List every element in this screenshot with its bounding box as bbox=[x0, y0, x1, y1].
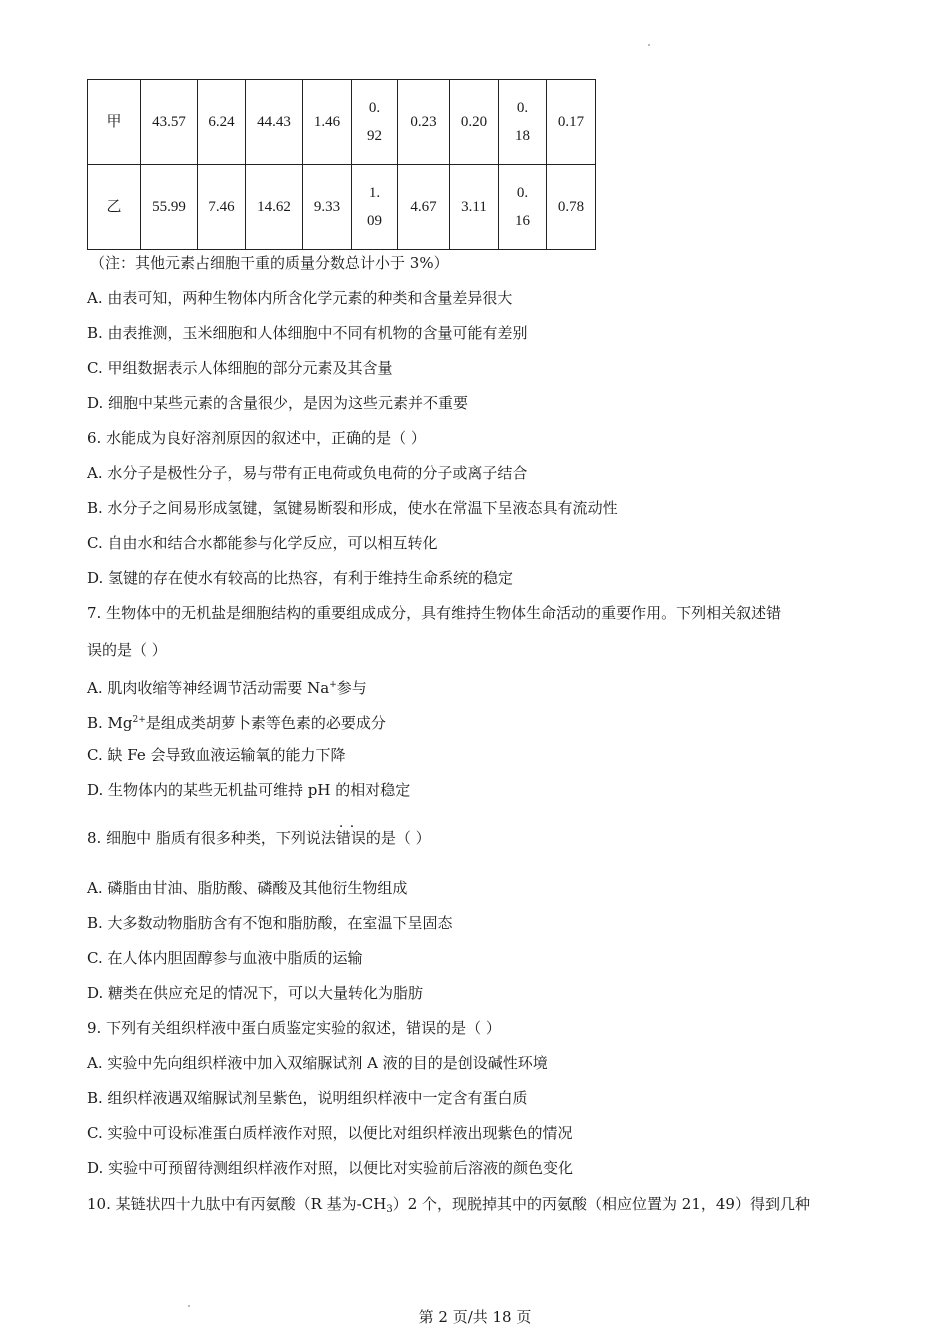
table-cell-text: 0.16 bbox=[515, 185, 530, 229]
q8-option-b: B. 大多数动物脂肪含有不饱和脂肪酸，在室温下呈固态 bbox=[87, 914, 453, 932]
row-label: 乙 bbox=[88, 165, 141, 250]
q5-option-a: A. 由表可知，两种生物体内所含化学元素的种类和含量差异很大 bbox=[87, 289, 513, 307]
table-cell: 4.67 bbox=[398, 165, 450, 250]
q6-stem: 6. 水能成为良好溶剂原因的叙述中，正确的是（ ） bbox=[87, 429, 426, 447]
q7-option-c: C. 缺 Fe 会导致血液运输氧的能力下降 bbox=[87, 746, 346, 764]
table-cell bbox=[352, 165, 398, 250]
q8-stem-tail: 的是（ ） bbox=[365, 829, 431, 847]
table-cell bbox=[499, 80, 547, 165]
q8-stem-text: 8. 细胞中 脂质有很多种类，下列说法 bbox=[87, 829, 336, 847]
q7-option-b bbox=[87, 710, 386, 733]
scan-speck bbox=[188, 1305, 190, 1307]
q6-option-c: C. 自由水和结合水都能参与化学反应，可以相互转化 bbox=[87, 534, 438, 552]
q7-b-superscript: 2+ bbox=[132, 715, 146, 725]
table-cell bbox=[499, 165, 547, 250]
q7-a-superscript: + bbox=[329, 680, 337, 690]
q7-a-tail: 参与 bbox=[336, 679, 367, 697]
table-cell: 3.11 bbox=[450, 165, 499, 250]
table-cell: 6.24 bbox=[198, 80, 246, 165]
element-content-table bbox=[87, 79, 596, 250]
table-cell-text: 1.09 bbox=[367, 185, 382, 229]
q8-stem bbox=[87, 828, 431, 848]
table-cell: 7.46 bbox=[198, 165, 246, 250]
table-cell: 0.78 bbox=[547, 165, 596, 250]
table-cell: 0.20 bbox=[450, 80, 499, 165]
table-cell: 0.17 bbox=[547, 80, 596, 165]
q7-stem-line2: 误的是（ ） bbox=[87, 641, 167, 659]
table-row bbox=[88, 165, 596, 250]
table-cell: 0.23 bbox=[398, 80, 450, 165]
q10-stem-tail: ）2 个，现脱掉其中的丙氨酸（相应位置为 21，49）得到几种 bbox=[392, 1195, 810, 1213]
page-footer: 第 2 页/共 18 页 bbox=[418, 1308, 532, 1326]
table-cell-text: 0.18 bbox=[515, 100, 530, 144]
table-cell: 1.46 bbox=[303, 80, 352, 165]
q7-b-text: B. Mg bbox=[87, 714, 133, 732]
q6-option-a: A. 水分子是极性分子，易与带有正电荷或负电荷的分子或离子结合 bbox=[87, 464, 528, 482]
table-cell: 14.62 bbox=[246, 165, 303, 250]
q5-option-c: C. 甲组数据表示人体细胞的部分元素及其含量 bbox=[87, 359, 393, 377]
table-row bbox=[88, 80, 596, 165]
table-cell-text: 0.92 bbox=[367, 100, 382, 144]
table-cell bbox=[352, 80, 398, 165]
q7-option-a bbox=[87, 675, 367, 698]
scan-speck bbox=[648, 44, 650, 46]
q8-option-c: C. 在人体内胆固醇参与血液中脂质的运输 bbox=[87, 949, 363, 967]
table-cell: 44.43 bbox=[246, 80, 303, 165]
q10-subscript: 3 bbox=[386, 1204, 393, 1215]
q7-a-text: A. 肌肉收缩等神经调节活动需要 Na bbox=[87, 679, 330, 697]
q5-option-b: B. 由表推测，玉米细胞和人体细胞中不同有机物的含量可能有差别 bbox=[87, 324, 528, 342]
table-cell: 55.99 bbox=[141, 165, 198, 250]
q9-option-c: C. 实验中可设标准蛋白质样液作对照，以便比对组织样液出现紫色的情况 bbox=[87, 1124, 573, 1142]
q9-stem: 9. 下列有关组织样液中蛋白质鉴定实验的叙述，错误的是（ ） bbox=[87, 1019, 501, 1037]
q9-option-b: B. 组织样液遇双缩脲试剂呈紫色，说明组织样液中一定含有蛋白质 bbox=[87, 1089, 528, 1107]
q10-stem bbox=[87, 1194, 810, 1220]
q7-stem-line1: 7. 生物体中的无机盐是细胞结构的重要组成成分，具有维持生物体生命活动的重要作用。下列相关叙述错 bbox=[87, 604, 782, 622]
table-cell: 43.57 bbox=[141, 80, 198, 165]
q8-emphasis: · · 错误 bbox=[336, 829, 366, 847]
q10-stem-text: 10. 某链状四十九肽中有丙氨酸（R 基为-CH bbox=[87, 1195, 387, 1213]
q9-option-a: A. 实验中先向组织样液中加入双缩脲试剂 A 液的目的是创设碱性环境 bbox=[87, 1054, 548, 1072]
q6-option-b: B. 水分子之间易形成氢键，氢键易断裂和形成，使水在常温下呈液态具有流动性 bbox=[87, 499, 618, 517]
q8-option-d: D. 糖类在供应充足的情况下，可以大量转化为脂肪 bbox=[87, 984, 424, 1002]
row-label: 甲 bbox=[88, 80, 141, 165]
q7-option-d: D. 生物体内的某些无机盐可维持 pH 的相对稳定 bbox=[87, 781, 411, 799]
q9-option-d: D. 实验中可预留待测组织样液作对照，以便比对实验前后溶液的颜色变化 bbox=[87, 1159, 574, 1177]
table-note: （注：其他元素占细胞干重的质量分数总计小于 3%） bbox=[90, 254, 449, 272]
q7-b-tail: 是组成类胡萝卜素等色素的必要成分 bbox=[145, 714, 386, 732]
q8-option-a: A. 磷脂由甘油、脂肪酸、磷酸及其他衍生物组成 bbox=[87, 879, 408, 897]
q6-option-d: D. 氢键的存在使水有较高的比热容，有利于维持生命系统的稳定 bbox=[87, 569, 514, 587]
table-cell: 9.33 bbox=[303, 165, 352, 250]
q5-option-d: D. 细胞中某些元素的含量很少，是因为这些元素并不重要 bbox=[87, 394, 469, 412]
